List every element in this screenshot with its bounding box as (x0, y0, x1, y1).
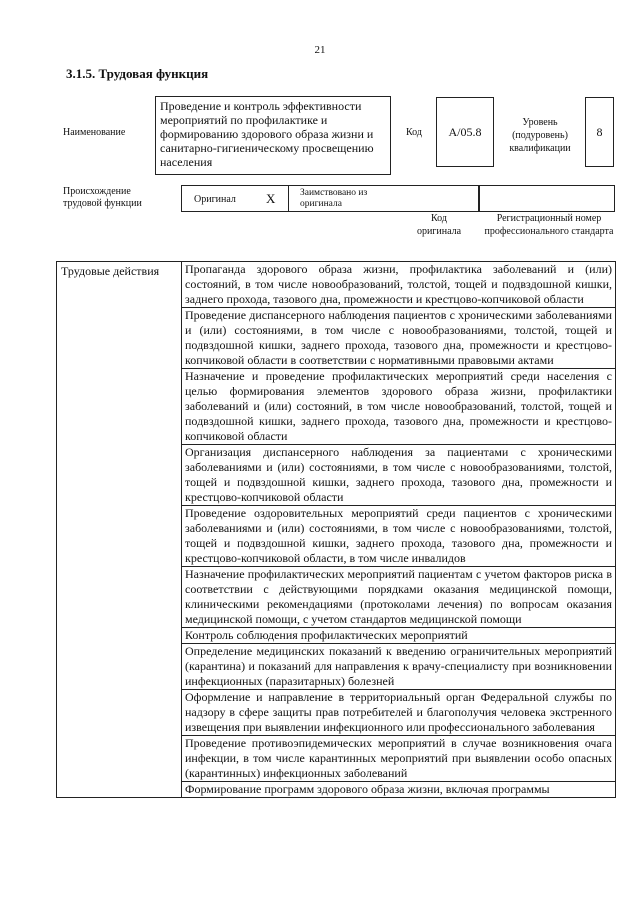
labor-action-item: Назначение профилактических мероприятий пациентам с учетом факторов риска в соответствии с действующими порядками оказания медицинской помощи, клиническими рекомендациями (протоколами лечения) по вопросам оказания медицинской помощи, с учетом стандартов медицинской помощи (182, 567, 616, 628)
labor-action-item: Формирование программ здорового образа жизни, включая программы (182, 782, 616, 798)
function-name-box: Проведение и контроль эффективности мероприятий по профилактике и формированию здорового образа жизни и санитарно-гигиеническому просвещению населения (155, 96, 391, 175)
origin-label: Происхождение трудовой функции (63, 186, 142, 209)
code-original-label: Код оригинала (416, 213, 462, 237)
origin-table (181, 185, 615, 212)
original-label: Оригинал (194, 194, 236, 205)
code-original-cell (479, 186, 480, 211)
level-label: Уровень (подуровень) квалификации (509, 117, 571, 154)
original-mark: X (266, 191, 276, 206)
section-title: 3.1.5. Трудовая функция (66, 66, 209, 81)
labor-actions-label: Трудовые действия (57, 262, 182, 798)
labor-action-item: Проведение оздоровительных мероприятий среди пациентов с хроническими заболеваниями и (или) состояниями, в том числе с новообразованиями, толстой, тощей и подвздошной кишки, заднего прохода, тазового дна, промежности и крестцово-копчиковой области, в том числе инвалидов (182, 506, 616, 567)
labor-action-item: Оформление и направление в территориальный орган Федеральной службы по надзору в сфере защиты прав потребителей и благополучия человека экстренного извещения при выявлении инфекционного или профессионального заболевания (182, 690, 616, 736)
level-box: 8 (585, 97, 614, 167)
labor-action-item: Пропаганда здорового образа жизни, профилактика заболеваний и (или) состояний, в том числе новообразований, толстой, тощей и подвздошной кишки, заднего прохода, тазового дна, промежности и крестцово-копчиковой области (182, 262, 616, 308)
labor-action-item: Определение медицинских показаний к введению ограничительных мероприятий (карантина) и показаний для направления к врачу-специалисту при возникновении инфекционных (паразитарных) болезней (182, 644, 616, 690)
code-label: Код (406, 127, 422, 138)
labor-action-item: Проведение противоэпидемических мероприятий в случае возникновения очага инфекции, в том числе карантинных мероприятий при выявлении особо опасных (карантинных) инфекционных заболеваний (182, 736, 616, 782)
name-label: Наименование (63, 127, 126, 138)
labor-action-item: Назначение и проведение профилактических мероприятий среди населения с целью формирования элементов здорового образа жизни, профилактики заболеваний и (или) состояний, в том числе новообразований, толстой, тощей и подвздошной кишки, заднего прохода, тазового дна, промежности и крестцово-копчиковой области (182, 369, 616, 445)
labor-action-item: Контроль соблюдения профилактических мероприятий (182, 628, 616, 644)
registration-number-label: Регистрационный номер профессионального стандарта (484, 213, 614, 237)
labor-action-item: Проведение диспансерного наблюдения пациентов с хроническими заболеваниями и (или) состояниями, в том числе с новообразованиями, толстой, тощей и подвздошной кишки, заднего прохода, тазового дна, промежности и крестцово-копчиковой области в соответствии с нормативными правовыми актами (182, 308, 616, 369)
table-row (57, 262, 616, 308)
page-number: 21 (314, 44, 326, 56)
page-bottom-margin (0, 868, 640, 905)
borrowed-label: Заимствовано из оригинала (300, 188, 368, 209)
labor-action-item: Организация диспансерного наблюдения за пациентами с хроническими заболеваниями и (или) состояниями, в том числе с новообразованиями, толстой, тощей и подвздошной кишки, заднего прохода, тазового дна, промежности и крестцово-копчиковой области (182, 445, 616, 506)
code-box: A/05.8 (436, 97, 494, 167)
labor-actions-table (56, 261, 616, 798)
